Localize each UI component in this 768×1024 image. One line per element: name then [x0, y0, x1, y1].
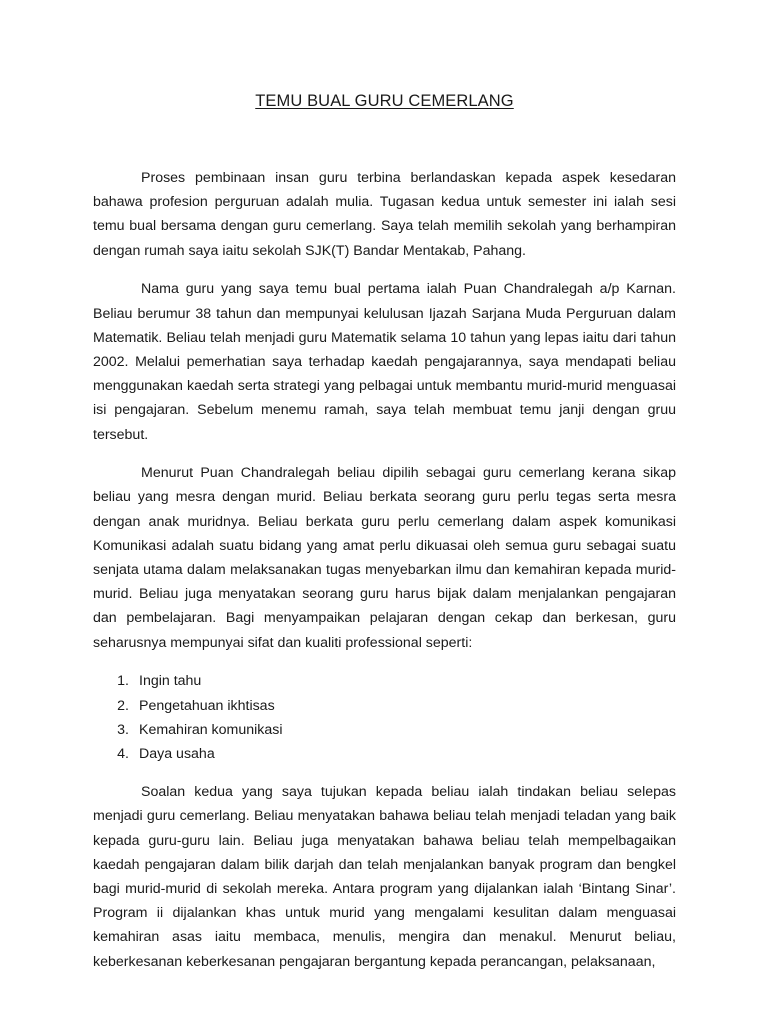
document-body [93, 166, 676, 988]
list-number: 4. [117, 745, 129, 762]
qualities-list [93, 669, 676, 766]
paragraph-second-question: Soalan kedua yang saya tujukan kepada beliau ialah tindakan beliau selepas menjadi guru cemerlang. Beliau menyatakan bahawa beliau telah menjadi teladan yang baik kepada guru-guru lain. Beliau juga menyatakan bahawa beliau telah mempelbagaikan kaedah pengajaran dalam bilik darjah dan telah menjalankan banyak program dan bengkel bagi murid-murid di sekolah mereka. Antara program yang dijalankan ialah ‘Bintang Sinar’. Program ii dijalankan khas untuk murid yang mengalami kesulitan dalam menguasai kemahiran asas iaitu membaca, menulis, mengira dan menakul. Menurut beliau, keberkesanan keberkesanan pengajaran bergantung kepada perancangan, pelaksanaan, [93, 784, 676, 970]
list-text: Pengetahuan ikhtisas [139, 697, 275, 714]
list-number: 2. [117, 697, 129, 714]
list-item [93, 669, 676, 693]
list-item [93, 742, 676, 766]
list-text: Ingin tahu [139, 673, 202, 690]
paragraph-selection-reason: Menurut Puan Chandralegah beliau dipilih sebagai guru cemerlang kerana sikap beliau yang mesra dengan murid. Beliau berkata seorang guru perlu tegas serta mesra dengan anak muridnya. Beliau berkata guru perlu cemerlang dalam aspek komunikasi Komunikasi adalah suatu bidang yang amat perlu dikuasai oleh semua guru sebagai suatu senjata utama dalam melaksanakan tugas menyebarkan ilmu dan kemahiran kepada murid-murid. Beliau juga menyatakan seorang guru harus bijak dalam menjalankan pengajaran dan pembelajaran. Bagi menyampaikan pelajaran dengan cekap dan berkesan, guru seharusnya mempunyai sifat dan kualiti professional seperti: [93, 465, 676, 651]
list-text: Daya usaha [139, 745, 215, 762]
list-item [93, 694, 676, 718]
list-number: 3. [117, 721, 129, 738]
list-number: 1. [117, 673, 129, 690]
list-item [93, 718, 676, 742]
paragraph-teacher-profile: Nama guru yang saya temu bual pertama ialah Puan Chandralegah a/p Karnan. Beliau berumur 38 tahun dan mempunyai kelulusan Ijazah Sarjana Muda Perguruan dalam Matematik. Beliau telah menjadi guru Matematik selama 10 tahun yang lepas iaitu dari tahun 2002. Melalui pemerhatian saya terhadap kaedah pengajarannya, saya mendapati beliau menggunakan kaedah serta strategi yang pelbagai untuk membantu murid-murid menguasai isi pengajaran. Sebelum menemu ramah, saya telah membuat temu janji dengan gruu tersebut. [93, 281, 676, 443]
document-title: TEMU BUAL GURU CEMERLANG [255, 92, 514, 110]
paragraph-intro: Proses pembinaan insan guru terbina berlandaskan kepada aspek kesedaran bahawa profesion perguruan adalah mulia. Tugasan kedua untuk semester ini ialah sesi temu bual bersama dengan guru cemerlang. Saya telah memilih sekolah yang berhampiran dengan rumah saya iaitu sekolah SJK(T) Bandar Mentakab, Pahang. [93, 170, 676, 259]
list-text: Kemahiran komunikasi [139, 721, 283, 738]
